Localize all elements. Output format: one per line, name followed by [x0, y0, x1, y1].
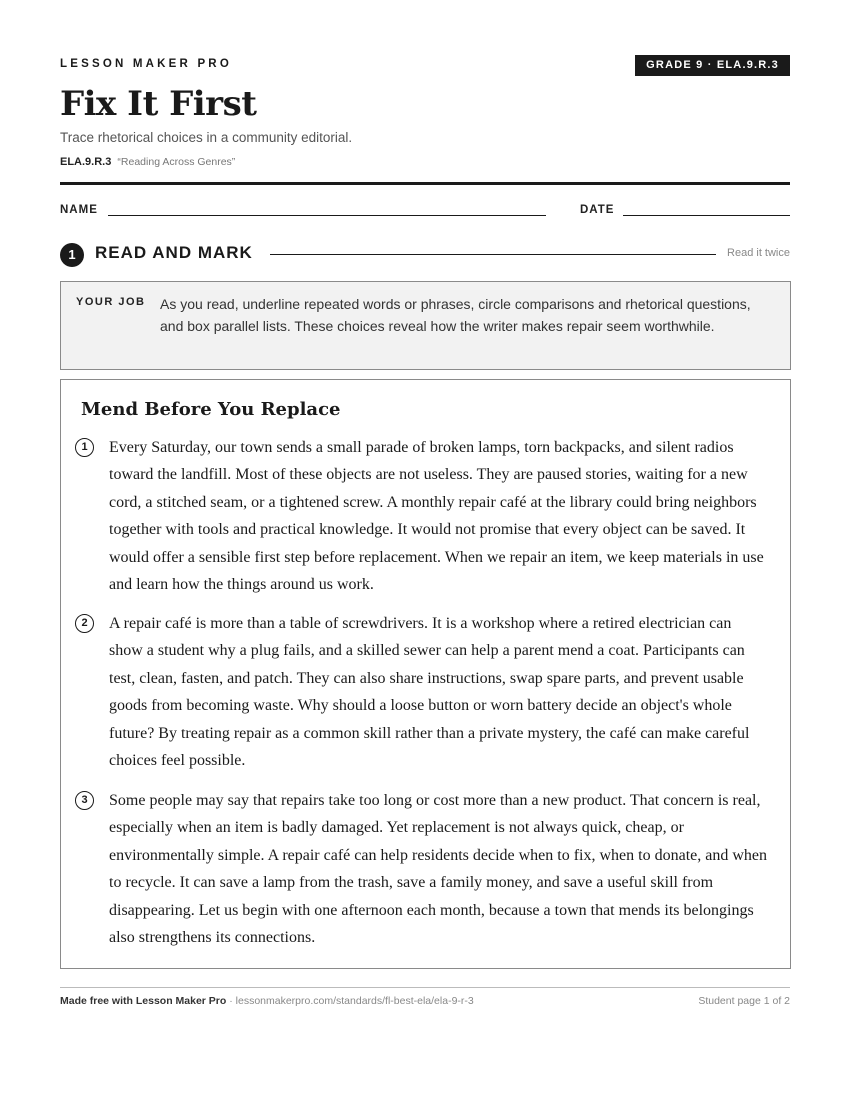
paragraph-number-badge: 2	[75, 614, 94, 633]
passage-title: Mend Before You Replace	[81, 399, 341, 420]
instructions-label: YOUR JOB	[76, 296, 146, 308]
brand-name: LESSON MAKER PRO	[60, 58, 232, 70]
paragraph-number-badge: 3	[75, 791, 94, 810]
footer-divider	[60, 987, 790, 988]
paragraph-text: Every Saturday, our town sends a small parade of broken lamps, torn backpacks, and silent radios toward the landfill. Most of these objects are not useless. They are paused stories, waiting for a new cord, a stitched seam, or a tightened screw. A monthly repair café at the library could bring neighbors together with tools and practical knowledge. It would not promise that every object can be saved. It would offer a sensible first step before replacement. When we repair an item, we keep materials in use and learn how the things around us work.	[109, 439, 764, 594]
paragraph-text: Some people may say that repairs take too long or cost more than a new product. That concern is real, especially when an item is badly damaged. Yet replacement is not always quick, cheap, or environmentally simple. A repair café can help residents decide when to fix, when to donate, and when to recycle. It can save a lamp from the trash, save a family money, and save a useful skill from disappearing. Let us begin with one afternoon each month, because a town that mends its belongings also strengthens its connections.	[109, 792, 768, 947]
grade-badge: GRADE 9 · ELA.9.R.3	[635, 55, 790, 76]
instructions-box	[60, 281, 791, 370]
footer-url[interactable]: · lessonmakerpro.com/standards/fl-best-ela/ela-9-r-3	[226, 995, 474, 1007]
standard-code: ELA.9.R.3	[60, 156, 112, 168]
section-number-badge: 1	[60, 243, 84, 267]
header-divider	[60, 182, 790, 185]
page-indicator: Student page 1 of 2	[698, 995, 790, 1007]
standard-name: “Reading Across Genres”	[117, 156, 236, 168]
footer-credit	[60, 995, 474, 1007]
footer-made-with: Made free with Lesson Maker Pro	[60, 995, 227, 1007]
date-field[interactable]	[623, 215, 790, 216]
date-label: DATE	[580, 204, 615, 216]
page-title: Fix It First	[60, 84, 257, 124]
reading-passage	[60, 379, 791, 969]
instructions-text: As you read, underline repeated words or phrases, circle comparisons and rhetorical questions, and box parallel lists. These choices reveal how the writer makes repair seem worthwhile.	[160, 296, 751, 334]
paragraph-number-badge: 1	[75, 438, 94, 457]
standard-line	[60, 156, 235, 168]
name-label: NAME	[60, 204, 98, 216]
page-subtitle: Trace rhetorical choices in a community editorial.	[60, 130, 353, 145]
section-hint: Read it twice	[727, 247, 790, 259]
section-divider	[270, 254, 716, 255]
paragraph-text: A repair café is more than a table of screwdrivers. It is a workshop where a retired electrician can show a student why a plug fails, and a skilled sewer can help a parent mend a coat. Participants can test, clean, fasten, and patch. They can also share instructions, swap spare parts, and prevent usable goods from becoming waste. Why should a loose button or worn battery decide an object's whole future? By treating repair as a common skill rather than a private mystery, the café can make careful choices feel possible.	[109, 615, 750, 770]
section-title: READ AND MARK	[95, 243, 253, 262]
name-field[interactable]	[108, 215, 546, 216]
